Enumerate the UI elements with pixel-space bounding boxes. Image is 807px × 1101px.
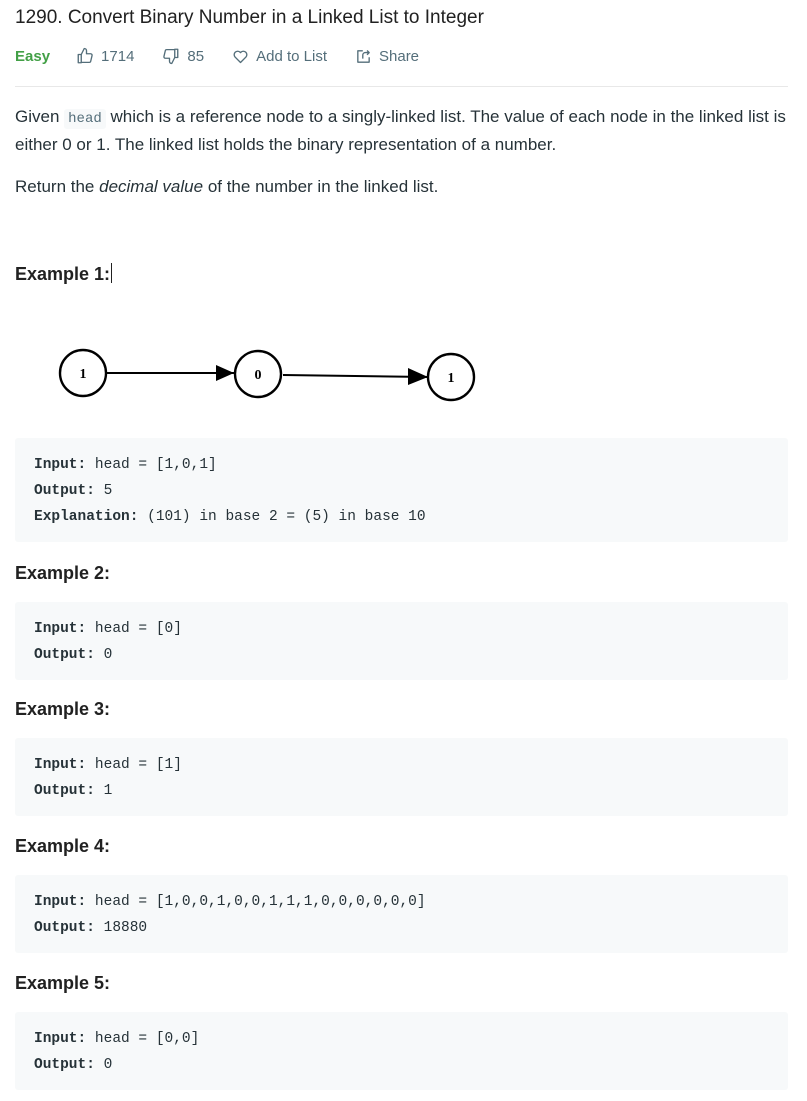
output-label: Output: xyxy=(34,783,95,799)
share-label: Share xyxy=(379,47,420,65)
input-label: Input: xyxy=(34,457,87,473)
input-line xyxy=(34,752,769,778)
output-value: 0 xyxy=(103,1057,113,1073)
dislike-count: 85 xyxy=(187,47,205,65)
output-label: Output: xyxy=(34,647,95,663)
example-3-code-block xyxy=(15,738,788,816)
output-line xyxy=(34,478,769,504)
share-button[interactable] xyxy=(355,48,419,65)
return-text: of the number in the linked list. xyxy=(207,177,439,196)
emphasis-text: decimal value xyxy=(99,177,204,196)
like-count: 1714 xyxy=(101,47,135,65)
output-line xyxy=(34,915,769,941)
output-value: 18880 xyxy=(103,920,148,936)
description-text: which is a reference node to a singly-linked list. The value of each node in the linked list is either 0 or 1. The linked list holds the binary representation of a number. xyxy=(15,107,786,154)
arrowhead-icon xyxy=(408,368,428,385)
list-node xyxy=(428,354,474,400)
return-text: Return the xyxy=(15,177,95,196)
input-value: head = [0,0] xyxy=(94,1031,200,1047)
problem-meta-bar xyxy=(15,44,447,68)
output-label: Output: xyxy=(34,1057,95,1073)
description-text: Given xyxy=(15,107,60,126)
output-value: 0 xyxy=(103,647,113,663)
problem-title: 1290. Convert Binary Number in a Linked List to Integer xyxy=(15,7,484,28)
output-line xyxy=(34,1052,769,1078)
inline-code-head: head xyxy=(64,109,106,129)
add-to-list-label: Add to List xyxy=(256,47,327,65)
explanation-line xyxy=(34,504,769,530)
input-value: head = [1] xyxy=(94,757,182,773)
input-line xyxy=(34,889,769,915)
description-paragraph xyxy=(15,104,792,158)
example-5-heading: Example 5: xyxy=(15,973,111,993)
example-1-heading xyxy=(15,262,112,286)
example-2-heading: Example 2: xyxy=(15,563,111,583)
list-node-value: 1 xyxy=(447,371,455,386)
output-value: 5 xyxy=(103,483,113,499)
difficulty-badge: Easy xyxy=(15,47,51,65)
input-line xyxy=(34,1026,769,1052)
example-4-heading: Example 4: xyxy=(15,836,111,856)
list-node xyxy=(60,350,106,396)
share-icon xyxy=(355,48,372,65)
explanation-label: Explanation: xyxy=(34,509,139,525)
output-line xyxy=(34,642,769,668)
input-line xyxy=(34,452,769,478)
output-line xyxy=(34,778,769,804)
input-label: Input: xyxy=(34,894,87,910)
list-node-value: 0 xyxy=(254,368,262,383)
heart-icon xyxy=(232,48,249,65)
example-5-code-block xyxy=(15,1012,788,1090)
dislike-button[interactable] xyxy=(162,47,204,65)
thumbs-down-icon xyxy=(162,47,180,65)
example-3-heading: Example 3: xyxy=(15,699,111,719)
header-divider xyxy=(15,86,788,87)
input-value: head = [1,0,1] xyxy=(94,457,217,473)
input-line xyxy=(34,616,769,642)
input-label: Input: xyxy=(34,757,87,773)
input-label: Input: xyxy=(34,1031,87,1047)
add-to-list-button[interactable] xyxy=(232,48,327,65)
explanation-value: (101) in base 2 = (5) in base 10 xyxy=(147,509,426,525)
list-arrow xyxy=(283,375,428,377)
return-paragraph xyxy=(15,174,792,200)
list-node-value: 1 xyxy=(79,367,87,382)
output-label: Output: xyxy=(34,920,95,936)
example-1-heading-text: Example 1: xyxy=(15,264,111,284)
thumbs-up-icon xyxy=(76,47,94,65)
input-value: head = [0] xyxy=(94,621,182,637)
output-value: 1 xyxy=(103,783,113,799)
input-label: Input: xyxy=(34,621,87,637)
text-cursor xyxy=(111,263,112,283)
input-value: head = [1,0,0,1,0,0,1,1,1,0,0,0,0,0,0] xyxy=(94,894,426,910)
list-node xyxy=(235,351,281,397)
like-button[interactable] xyxy=(76,47,134,65)
example-1-code-block xyxy=(15,438,788,542)
output-label: Output: xyxy=(34,483,95,499)
linked-list-diagram xyxy=(40,330,490,420)
arrowhead-icon xyxy=(216,365,234,381)
example-4-code-block xyxy=(15,875,788,953)
example-2-code-block xyxy=(15,602,788,680)
